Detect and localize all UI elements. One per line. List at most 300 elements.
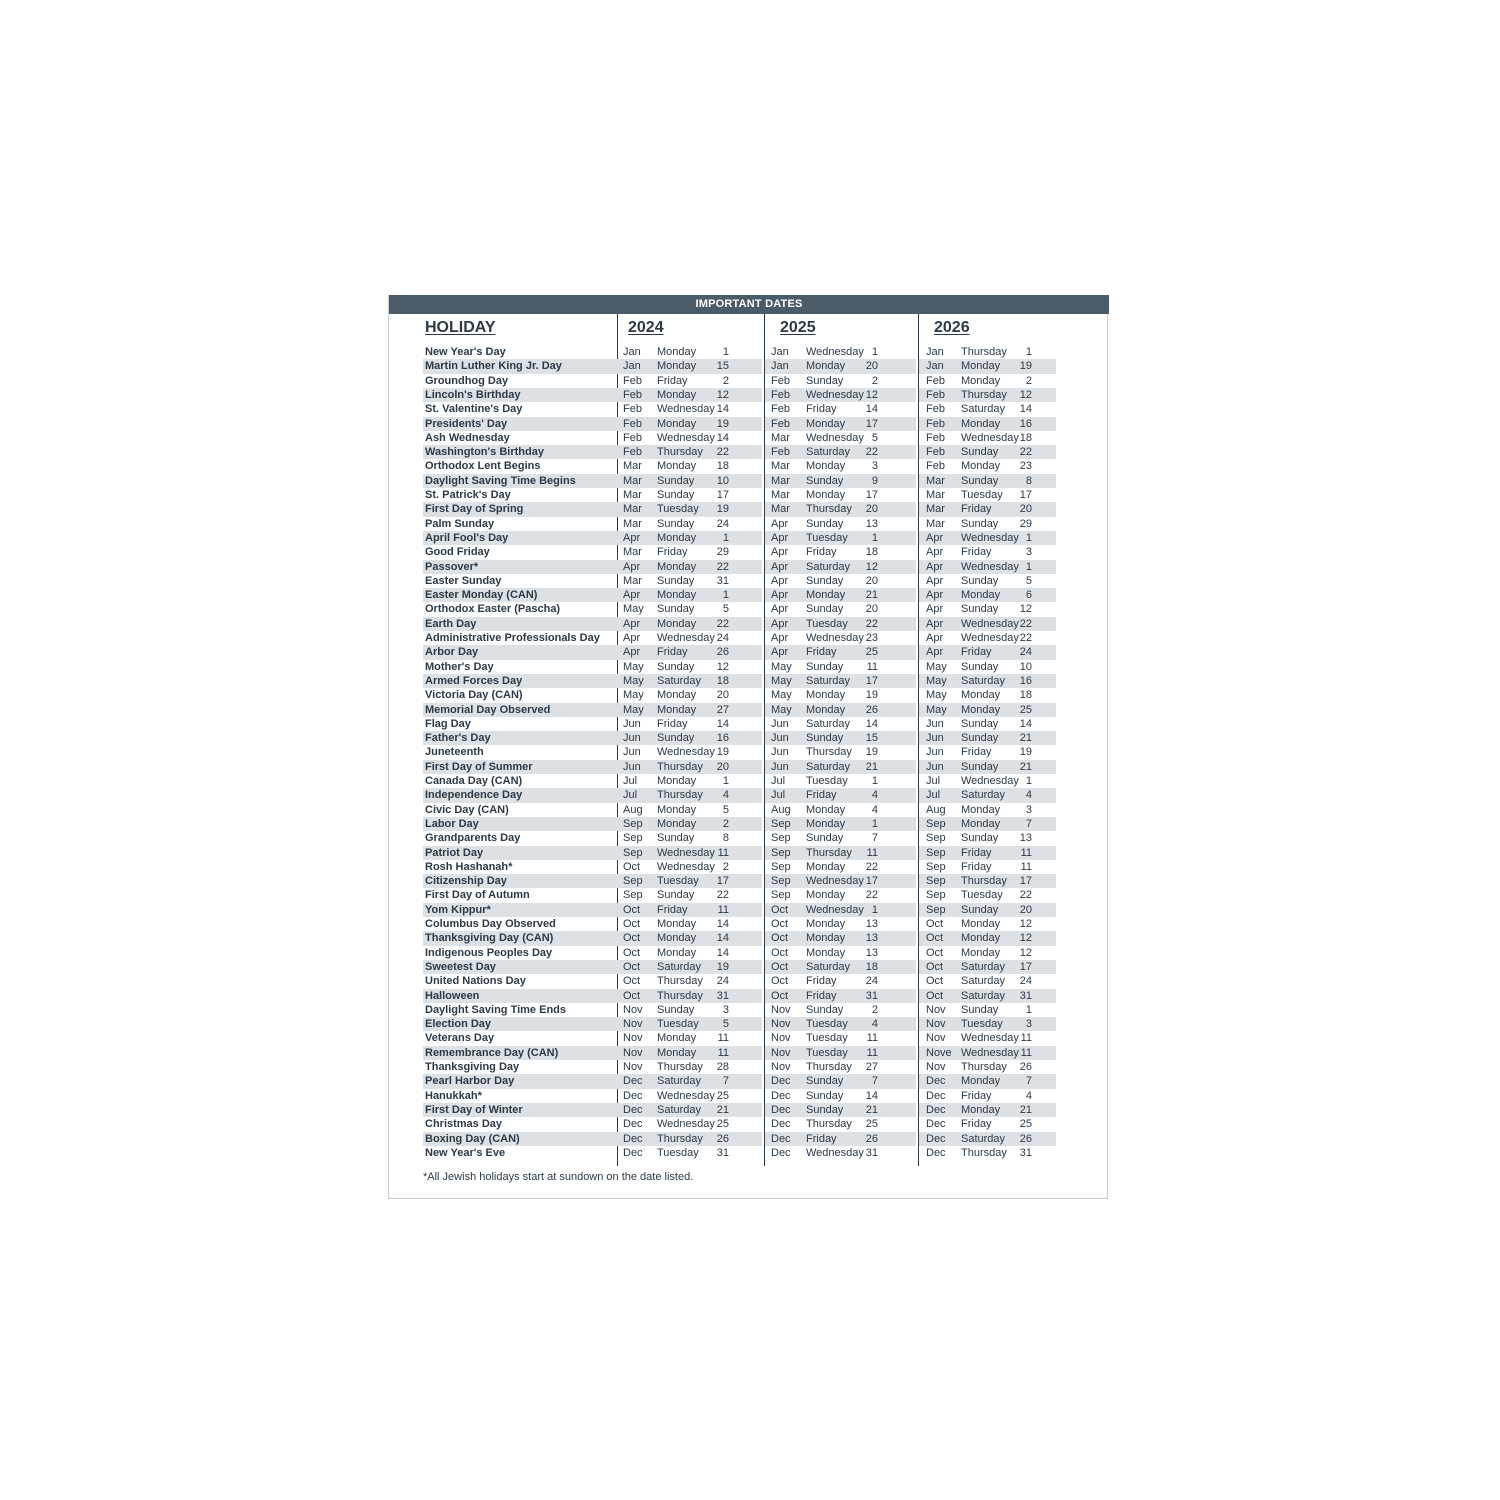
date-cell: 17 — [716, 875, 729, 888]
holiday-name: Easter Monday (CAN) — [425, 589, 538, 602]
date-cell: 15 — [865, 732, 878, 745]
holiday-name: Boxing Day (CAN) — [425, 1132, 520, 1145]
date-cell: 11 — [717, 1046, 729, 1059]
month-cell: Oct — [926, 975, 944, 988]
month-cell: Oct — [623, 960, 641, 973]
month-cell: Dec — [623, 1146, 643, 1159]
date-cell: 15 — [716, 360, 729, 373]
holiday-name: Armed Forces Day — [425, 674, 523, 687]
month-cell: Jan — [623, 360, 641, 373]
month-cell: Dec — [926, 1089, 946, 1102]
month-cell: Jan — [926, 346, 944, 358]
date-cell: 14 — [865, 1089, 878, 1102]
weekday-cell: Wednesday — [961, 1046, 1019, 1059]
weekday-cell: Wednesday — [657, 746, 715, 759]
date-cell: 26 — [1019, 1061, 1032, 1073]
date-cell: 12 — [1019, 388, 1032, 401]
weekday-cell: Sunday — [806, 732, 844, 745]
month-cell: Dec — [926, 1118, 946, 1131]
month-cell: Nov — [623, 1003, 643, 1016]
month-cell: Apr — [926, 546, 944, 559]
month-cell: Apr — [771, 617, 789, 630]
date-cell: 12 — [1019, 946, 1032, 959]
date-cell: 3 — [1025, 803, 1032, 816]
date-cell: 31 — [716, 1146, 729, 1159]
weekday-cell: Monday — [806, 689, 846, 702]
date-cell: 22 — [865, 446, 878, 459]
weekday-cell: Sunday — [961, 760, 999, 773]
date-cell: 11 — [717, 1032, 729, 1045]
weekday-cell: Sunday — [806, 603, 844, 616]
weekday-cell: Monday — [657, 703, 697, 716]
date-cell: 12 — [716, 660, 729, 673]
holiday-name: Father's Day — [425, 732, 491, 745]
month-cell: Jan — [926, 360, 944, 373]
holiday-name: Election Day — [425, 1018, 492, 1031]
table-row — [389, 674, 1109, 688]
weekday-cell: Friday — [806, 789, 837, 802]
weekday-cell: Sunday — [657, 603, 695, 616]
date-cell: 2 — [722, 817, 729, 830]
month-cell: Apr — [926, 589, 944, 602]
weekday-cell: Sunday — [806, 517, 844, 530]
date-cell: 23 — [865, 632, 878, 644]
month-cell: Sep — [623, 889, 643, 902]
table-row — [389, 1074, 1109, 1088]
month-cell: Apr — [771, 546, 789, 559]
month-cell: Sep — [926, 817, 946, 830]
table-row — [389, 817, 1109, 831]
weekday-cell: Sunday — [961, 832, 999, 845]
weekday-cell: Wednesday — [657, 403, 715, 416]
month-cell: Oct — [623, 989, 641, 1002]
weekday-cell: Wednesday — [657, 1089, 715, 1102]
date-cell: 2 — [871, 1003, 878, 1016]
date-cell: 24 — [716, 975, 729, 988]
month-cell: Oct — [771, 960, 789, 973]
date-cell: 17 — [1019, 875, 1032, 888]
date-cell: 19 — [716, 960, 729, 973]
date-cell: 25 — [1019, 1118, 1032, 1131]
month-cell: Dec — [623, 1075, 643, 1088]
weekday-cell: Saturday — [961, 403, 1006, 416]
month-cell: Jun — [771, 746, 789, 759]
month-cell: Nov — [926, 1018, 946, 1031]
weekday-cell: Sunday — [961, 717, 999, 730]
table-row — [389, 717, 1109, 731]
weekday-cell: Saturday — [657, 1103, 702, 1116]
weekday-cell: Sunday — [657, 889, 695, 902]
date-cell: 31 — [865, 1146, 878, 1159]
holiday-name: First Day of Spring — [425, 503, 524, 516]
month-cell: Apr — [623, 646, 641, 659]
holiday-name: Daylight Saving Time Ends — [425, 1003, 566, 1016]
table-row — [389, 874, 1109, 888]
weekday-cell: Monday — [806, 860, 846, 873]
weekday-cell: Tuesday — [806, 617, 848, 630]
date-cell: 11 — [1020, 1032, 1032, 1045]
date-cell: 31 — [716, 574, 729, 587]
month-cell: Apr — [623, 560, 641, 573]
weekday-cell: Sunday — [657, 489, 695, 501]
month-cell: Apr — [926, 531, 944, 544]
table-row — [389, 731, 1109, 745]
weekday-cell: Monday — [961, 703, 1001, 716]
weekday-cell: Thursday — [806, 1061, 852, 1073]
weekday-cell: Monday — [657, 460, 697, 473]
weekday-cell: Monday — [806, 803, 846, 816]
table-row — [389, 803, 1109, 817]
weekday-cell: Sunday — [806, 574, 844, 587]
date-cell: 7 — [1025, 1075, 1032, 1088]
weekday-cell: Monday — [657, 589, 697, 602]
month-cell: Jun — [623, 760, 641, 773]
month-cell: Oct — [926, 989, 944, 1002]
date-cell: 1 — [1025, 531, 1032, 544]
weekday-cell: Monday — [657, 346, 697, 358]
month-cell: Mar — [926, 503, 945, 516]
holiday-name: Pearl Harbor Day — [425, 1075, 515, 1088]
month-cell: Sep — [623, 846, 643, 859]
month-cell: Mar — [623, 474, 642, 487]
date-cell: 4 — [871, 1018, 878, 1031]
month-cell: Jun — [771, 717, 789, 730]
month-cell: Mar — [623, 574, 642, 587]
date-cell: 20 — [865, 574, 878, 587]
date-cell: 16 — [1019, 674, 1032, 687]
holiday-name: Labor Day — [425, 817, 479, 830]
date-cell: 20 — [865, 360, 878, 373]
month-cell: Nov — [623, 1046, 643, 1059]
weekday-cell: Friday — [961, 646, 992, 659]
date-cell: 1 — [1025, 775, 1032, 787]
date-cell: 18 — [865, 960, 878, 973]
weekday-cell: Monday — [806, 889, 846, 902]
month-cell: Sep — [771, 832, 791, 845]
table-row — [389, 445, 1109, 459]
weekday-cell: Sunday — [961, 517, 999, 530]
table-row — [389, 617, 1109, 631]
date-cell: 26 — [865, 1132, 878, 1145]
month-cell: Jul — [926, 789, 941, 802]
month-cell: Jun — [623, 732, 641, 745]
holiday-name: United Nations Day — [425, 975, 526, 988]
month-cell: Jun — [926, 746, 944, 759]
date-cell: 14 — [716, 932, 729, 945]
date-cell: 18 — [1019, 431, 1032, 444]
weekday-cell: Tuesday — [806, 775, 848, 787]
month-cell: Jul — [623, 789, 638, 802]
holiday-name: Grandparents Day — [425, 832, 521, 845]
month-cell: May — [623, 689, 644, 702]
month-cell: May — [926, 703, 947, 716]
weekday-cell: Thursday — [806, 846, 852, 859]
month-cell: May — [623, 660, 644, 673]
date-cell: 26 — [716, 646, 729, 659]
date-cell: 23 — [1019, 460, 1032, 473]
weekday-cell: Monday — [961, 1075, 1001, 1088]
weekday-cell: Monday — [961, 946, 1001, 959]
weekday-cell: Thursday — [806, 503, 852, 516]
month-cell: Dec — [771, 1118, 791, 1131]
weekday-cell: Saturday — [806, 674, 851, 687]
weekday-cell: Monday — [961, 589, 1001, 602]
month-cell: Mar — [771, 474, 790, 487]
month-cell: Feb — [623, 374, 642, 387]
date-cell: 12 — [865, 560, 878, 573]
table-row — [389, 359, 1109, 373]
weekday-cell: Sunday — [657, 832, 695, 845]
weekday-cell: Tuesday — [806, 1018, 848, 1031]
table-row — [389, 502, 1109, 516]
table-row — [389, 888, 1109, 902]
date-cell: 4 — [1025, 789, 1032, 802]
date-cell: 27 — [716, 703, 729, 716]
weekday-cell: Friday — [806, 403, 837, 416]
weekday-cell: Monday — [657, 531, 697, 544]
holiday-name: Good Friday — [425, 546, 490, 559]
month-cell: Apr — [771, 531, 789, 544]
table-row — [389, 531, 1109, 545]
weekday-cell: Monday — [657, 360, 697, 373]
date-cell: 28 — [716, 1061, 729, 1073]
holiday-name: Ash Wednesday — [425, 431, 510, 444]
table-row — [389, 846, 1109, 860]
month-cell: Mar — [771, 489, 790, 501]
table-row — [389, 1103, 1109, 1117]
holiday-name: Indigenous Peoples Day — [425, 946, 553, 959]
month-cell: Oct — [771, 989, 789, 1002]
weekday-cell: Wednesday — [657, 632, 715, 644]
date-cell: 26 — [865, 703, 878, 716]
holiday-name: Juneteenth — [425, 746, 484, 759]
holiday-name: Memorial Day Observed — [425, 703, 551, 716]
date-cell: 20 — [716, 689, 729, 702]
holiday-name: Hanukkah* — [425, 1089, 482, 1102]
holiday-name: Arbor Day — [425, 646, 479, 659]
date-cell: 17 — [716, 489, 729, 501]
month-cell: Jun — [926, 760, 944, 773]
month-cell: Jun — [771, 760, 789, 773]
month-cell: Aug — [926, 803, 946, 816]
month-cell: Oct — [623, 975, 641, 988]
table-row — [389, 774, 1109, 788]
table-row — [389, 903, 1109, 917]
date-cell: 21 — [865, 1103, 878, 1116]
table-row — [389, 645, 1109, 659]
table-row — [389, 860, 1109, 874]
month-cell: Feb — [926, 374, 945, 387]
month-cell: Mar — [926, 474, 945, 487]
month-cell: Nov — [771, 1046, 791, 1059]
month-cell: Dec — [771, 1075, 791, 1088]
weekday-cell: Monday — [806, 703, 846, 716]
table-row — [389, 388, 1109, 402]
month-cell: Oct — [771, 932, 789, 945]
month-cell: Dec — [926, 1103, 946, 1116]
table-row — [389, 374, 1109, 388]
month-cell: Jan — [771, 360, 789, 373]
date-cell: 19 — [1019, 746, 1032, 759]
month-cell: May — [771, 689, 792, 702]
date-cell: 4 — [722, 789, 729, 802]
date-cell: 25 — [865, 1118, 878, 1131]
table-row — [389, 1132, 1109, 1146]
holiday-name: Canada Day (CAN) — [425, 775, 523, 787]
date-cell: 1 — [871, 346, 878, 358]
holiday-name: Palm Sunday — [425, 517, 495, 530]
holiday-name: First Day of Autumn — [425, 889, 530, 902]
month-cell: Feb — [623, 431, 642, 444]
month-cell: May — [771, 703, 792, 716]
month-cell: Mar — [623, 503, 642, 516]
month-cell: Apr — [926, 646, 944, 659]
month-cell: Apr — [771, 603, 789, 616]
weekday-cell: Friday — [806, 546, 837, 559]
month-cell: Oct — [623, 918, 641, 930]
weekday-cell: Tuesday — [806, 1032, 848, 1045]
month-cell: Apr — [771, 589, 789, 602]
weekday-cell: Thursday — [961, 346, 1007, 358]
month-cell: Apr — [926, 632, 944, 644]
holiday-name: Presidents' Day — [425, 417, 508, 430]
weekday-cell: Sunday — [806, 832, 844, 845]
month-cell: Jul — [771, 789, 786, 802]
date-cell: 14 — [716, 717, 729, 730]
month-cell: Apr — [623, 632, 641, 644]
date-cell: 14 — [716, 431, 729, 444]
weekday-cell: Thursday — [961, 388, 1007, 401]
weekday-cell: Saturday — [961, 674, 1006, 687]
date-cell: 2 — [722, 374, 729, 387]
year-2024-heading: 2024 — [628, 319, 664, 336]
month-cell: May — [623, 674, 644, 687]
date-cell: 6 — [1025, 589, 1032, 602]
date-cell: 24 — [1019, 646, 1032, 659]
date-cell: 17 — [1019, 960, 1032, 973]
month-cell: Nov — [771, 1003, 791, 1016]
month-cell: Apr — [771, 517, 789, 530]
date-cell: 12 — [865, 388, 878, 401]
table-row — [389, 345, 1109, 359]
weekday-cell: Sunday — [961, 660, 999, 673]
table-row — [389, 1017, 1109, 1031]
weekday-cell: Tuesday — [657, 503, 699, 516]
table-row — [389, 745, 1109, 759]
weekday-cell: Sunday — [657, 517, 695, 530]
year-2026-heading: 2026 — [934, 319, 970, 336]
date-cell: 3 — [722, 1003, 729, 1016]
weekday-cell: Monday — [657, 417, 697, 430]
holiday-name: Christmas Day — [425, 1118, 503, 1131]
important-dates-card — [388, 295, 1108, 1199]
weekday-cell: Friday — [657, 903, 688, 916]
month-cell: Feb — [926, 446, 945, 459]
table-row — [389, 960, 1109, 974]
month-cell: Apr — [926, 560, 944, 573]
weekday-cell: Monday — [961, 360, 1001, 373]
date-cell: 14 — [1019, 717, 1032, 730]
date-cell: 4 — [1025, 1089, 1032, 1102]
weekday-cell: Wednesday — [961, 531, 1019, 544]
holiday-name: St. Valentine's Day — [425, 403, 523, 416]
month-cell: Feb — [771, 446, 790, 459]
month-cell: Feb — [623, 446, 642, 459]
month-cell: May — [623, 603, 644, 616]
date-cell: 1 — [1025, 560, 1032, 573]
table-row — [389, 417, 1109, 431]
holiday-name: Sweetest Day — [425, 960, 496, 973]
date-cell: 29 — [1019, 517, 1032, 530]
date-cell: 5 — [871, 431, 878, 444]
date-cell: 21 — [1019, 760, 1032, 773]
weekday-cell: Friday — [657, 546, 688, 559]
month-cell: May — [771, 660, 792, 673]
holiday-name: Earth Day — [425, 617, 477, 630]
date-cell: 11 — [717, 846, 729, 859]
date-cell: 19 — [865, 746, 878, 759]
table-row — [389, 788, 1109, 802]
date-cell: 22 — [716, 889, 729, 902]
table-row — [389, 402, 1109, 416]
weekday-cell: Saturday — [961, 1132, 1006, 1145]
table-row — [389, 703, 1109, 717]
month-cell: Oct — [926, 946, 944, 959]
holiday-name: Mother's Day — [425, 660, 494, 673]
weekday-cell: Thursday — [806, 1118, 852, 1131]
weekday-cell: Saturday — [806, 446, 851, 459]
month-cell: May — [926, 689, 947, 702]
weekday-cell: Saturday — [961, 789, 1006, 802]
weekday-cell: Monday — [657, 817, 697, 830]
date-cell: 11 — [717, 903, 729, 916]
month-cell: Nov — [771, 1061, 791, 1073]
weekday-cell: Saturday — [806, 960, 851, 973]
weekday-cell: Monday — [657, 803, 697, 816]
weekday-cell: Monday — [806, 489, 846, 501]
holiday-name: First Day of Winter — [425, 1103, 523, 1116]
month-cell: Feb — [926, 431, 945, 444]
date-cell: 31 — [1019, 1146, 1032, 1159]
date-cell: 22 — [1019, 889, 1032, 902]
weekday-cell: Sunday — [806, 1003, 844, 1016]
month-cell: Jan — [623, 346, 641, 358]
month-cell: Jun — [771, 732, 789, 745]
weekday-cell: Saturday — [806, 760, 851, 773]
month-cell: Nove — [926, 1046, 952, 1059]
weekday-cell: Tuesday — [657, 875, 699, 888]
month-cell: Mar — [623, 517, 642, 530]
table-row — [389, 946, 1109, 960]
date-cell: 14 — [716, 403, 729, 416]
weekday-cell: Monday — [657, 1046, 697, 1059]
weekday-cell: Saturday — [806, 560, 851, 573]
date-cell: 19 — [1019, 360, 1032, 373]
date-cell: 7 — [871, 1075, 878, 1088]
footnote: *All Jewish holidays start at sundown on the date listed. — [423, 1171, 694, 1183]
weekday-cell: Friday — [961, 546, 992, 559]
date-cell: 4 — [871, 803, 878, 816]
date-cell: 27 — [865, 1061, 878, 1073]
month-cell: Oct — [926, 918, 944, 930]
weekday-cell: Monday — [806, 360, 846, 373]
date-cell: 11 — [1020, 846, 1032, 859]
table-row — [389, 631, 1109, 645]
month-cell: Sep — [926, 875, 946, 888]
weekday-cell: Saturday — [657, 960, 702, 973]
month-cell: Mar — [771, 503, 790, 516]
date-cell: 1 — [722, 346, 729, 358]
